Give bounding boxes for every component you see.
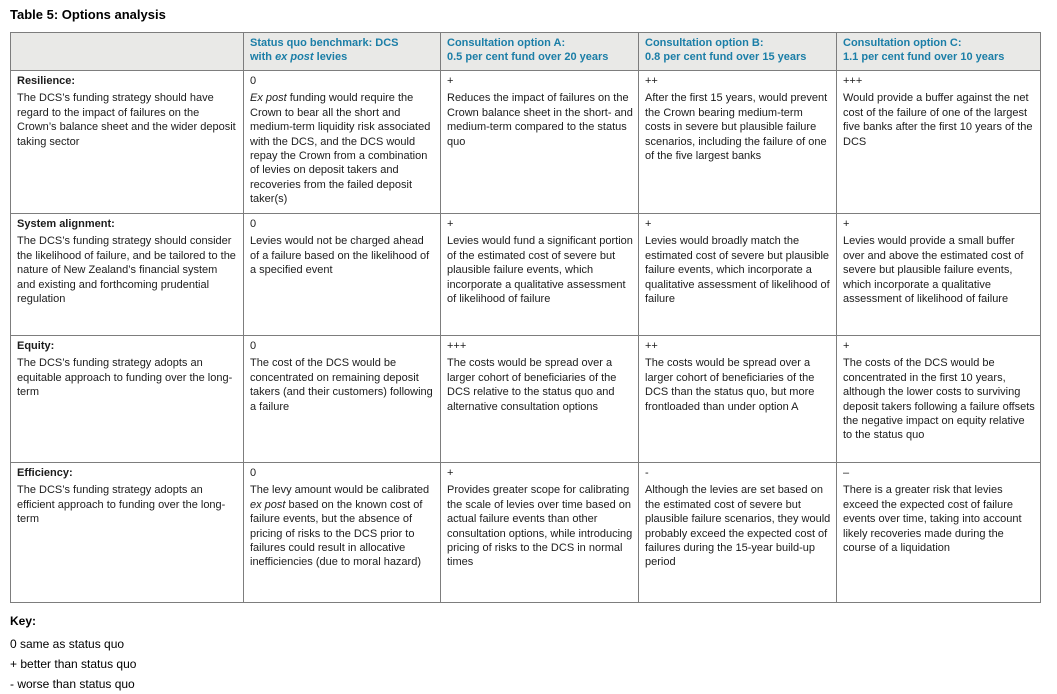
rating: + — [447, 467, 454, 479]
assessment-cell-option-a — [441, 336, 639, 463]
rating: - — [645, 467, 649, 479]
rating: + — [843, 340, 850, 352]
column-header-option-c: Consultation option C: 1.1 per cent fund over 10 years — [837, 33, 1041, 71]
assessment-text: Would provide a buffer against the net cost of the failure of one of the largest five banks after the first 10 years of the DCS — [843, 92, 1033, 148]
assessment-cell-option-c — [837, 214, 1041, 336]
assessment-cell-status-quo — [244, 336, 441, 463]
criterion-description: The DCS’s funding strategy adopts an efficient approach to funding over the long-term — [17, 484, 226, 526]
rating: 0 — [250, 467, 257, 479]
assessment-text: Although the levies are set based on the estimated cost of severe but plausible failure scenarios, they would probably exceed the expected cost of failures during the 15-year build-up period — [645, 484, 831, 569]
assessment-text: Levies would broadly match the estimated cost of severe but plausible failure events, which incorporate a qualitative assessment of likelihood of failure — [645, 235, 830, 306]
criterion-cell — [11, 463, 244, 603]
criterion-description: The DCS’s funding strategy should consider the likelihood of failure, and be tailored to the nature of New Zealand’s financial system and existing and forthcoming prudential regulation — [17, 235, 236, 306]
criterion-cell — [11, 71, 244, 214]
options-analysis-table — [10, 32, 1041, 603]
assessment-text: Levies would fund a significant portion of the estimated cost of severe but plausible failure events, which incorporate a qualitative assessment of likelihood of failure — [447, 235, 633, 306]
rating: 0 — [250, 340, 257, 352]
assessment-cell-option-b — [639, 214, 837, 336]
rating: + — [645, 218, 652, 230]
key-section — [10, 614, 1047, 694]
criterion-label: Efficiency: — [17, 467, 73, 479]
assessment-cell-option-a — [441, 214, 639, 336]
assessment-text: The costs would be spread over a larger cohort of beneficiaries of the DCS than the status quo, but more frontloaded than under option A — [645, 357, 815, 413]
assessment-text: Provides greater scope for calibrating the scale of levies over time based on actual failure events than other consultation options, while introducing pricing of risks to the DCS in normal times — [447, 484, 633, 569]
table-title: Table 5: Options analysis — [10, 7, 166, 22]
rating: +++ — [447, 340, 467, 352]
table-header-row — [11, 33, 1041, 71]
rating: 0 — [250, 75, 257, 87]
assessment-cell-option-a — [441, 463, 639, 603]
rating: ++ — [645, 340, 658, 352]
rating: + — [843, 218, 850, 230]
assessment-cell-option-b — [639, 336, 837, 463]
assessment-text: The levy amount would be calibrated ex post based on the known cost of failure events, but the absence of pricing of risks to the DCS prior to failures could result in allocative inefficiencies (due to moral hazard) — [250, 484, 430, 569]
assessment-text: Ex post funding would require the Crown to bear all the short and medium-term liquidity risk associated with the DCS, and the DCS would repay the Crown from a combination of levies on deposit takers and recoveries from the failed deposit taker(s) — [250, 92, 431, 206]
column-header-status-quo: Status quo benchmark: DCS with ex post levies — [244, 33, 441, 71]
column-header-option-b: Consultation option B: 0.8 per cent fund over 15 years — [639, 33, 837, 71]
assessment-cell-status-quo — [244, 463, 441, 603]
rating: ++ — [645, 75, 658, 87]
rating: 0 — [250, 218, 257, 230]
table-row-equity — [11, 336, 1041, 463]
assessment-text: The costs would be spread over a larger cohort of beneficiaries of the DCS relative to the status quo and alternative consultation options — [447, 357, 617, 413]
criterion-cell — [11, 214, 244, 336]
assessment-cell-option-c — [837, 71, 1041, 214]
rating: + — [447, 218, 454, 230]
criterion-label: Equity: — [17, 340, 55, 352]
assessment-text: There is a greater risk that levies exceed the expected cost of failure events over time, taking into account likely recoveries made during the course of a liquidation — [843, 484, 1022, 555]
key-item-better: + better than status quo — [10, 657, 137, 671]
rating: + — [447, 75, 454, 87]
assessment-text: Levies would not be charged ahead of a failure based on the likelihood of a specified event — [250, 235, 430, 277]
table-row-efficiency — [11, 463, 1041, 603]
key-heading: Key: — [10, 614, 37, 628]
criterion-description: The DCS’s funding strategy adopts an equitable approach to funding over the long-term — [17, 357, 233, 399]
key-item-worse: - worse than status quo — [10, 677, 135, 691]
table-row-resilience — [11, 71, 1041, 214]
criterion-label: System alignment: — [17, 218, 115, 230]
assessment-text: Levies would provide a small buffer over and above the estimated cost of severe but plausible failure events, which incorporate a qualitative assessment of likelihood of failure — [843, 235, 1024, 306]
assessment-text: The cost of the DCS would be concentrated on remaining deposit takers (and their customers) following a failure — [250, 357, 433, 413]
assessment-cell-option-c — [837, 463, 1041, 603]
assessment-cell-option-a — [441, 71, 639, 214]
assessment-cell-option-b — [639, 463, 837, 603]
rating: – — [843, 467, 850, 479]
assessment-cell-option-b — [639, 71, 837, 214]
criterion-label: Resilience: — [17, 75, 76, 87]
assessment-cell-status-quo — [244, 71, 441, 214]
table-row-system-alignment — [11, 214, 1041, 336]
assessment-cell-status-quo — [244, 214, 441, 336]
column-header-criteria — [11, 33, 244, 71]
rating: +++ — [843, 75, 863, 87]
key-item-same: 0 same as status quo — [10, 637, 125, 651]
criterion-cell — [11, 336, 244, 463]
assessment-cell-option-c — [837, 336, 1041, 463]
assessment-text: After the first 15 years, would prevent the Crown bearing medium-term costs in severe but plausible failure scenarios, including the failure of one of the five largest banks — [645, 92, 828, 163]
assessment-text: The costs of the DCS would be concentrated in the first 10 years, although the lower costs to surviving deposit takers following a failure offsets the negative impact on equity relative to the status quo — [843, 357, 1035, 442]
column-header-option-a: Consultation option A: 0.5 per cent fund over 20 years — [441, 33, 639, 71]
criterion-description: The DCS’s funding strategy should have regard to the impact of failures on the Crown’s balance sheet and the wider deposit taking sector — [17, 92, 236, 148]
assessment-text: Reduces the impact of failures on the Crown balance sheet in the short- and medium-term compared to the status quo — [447, 92, 633, 148]
